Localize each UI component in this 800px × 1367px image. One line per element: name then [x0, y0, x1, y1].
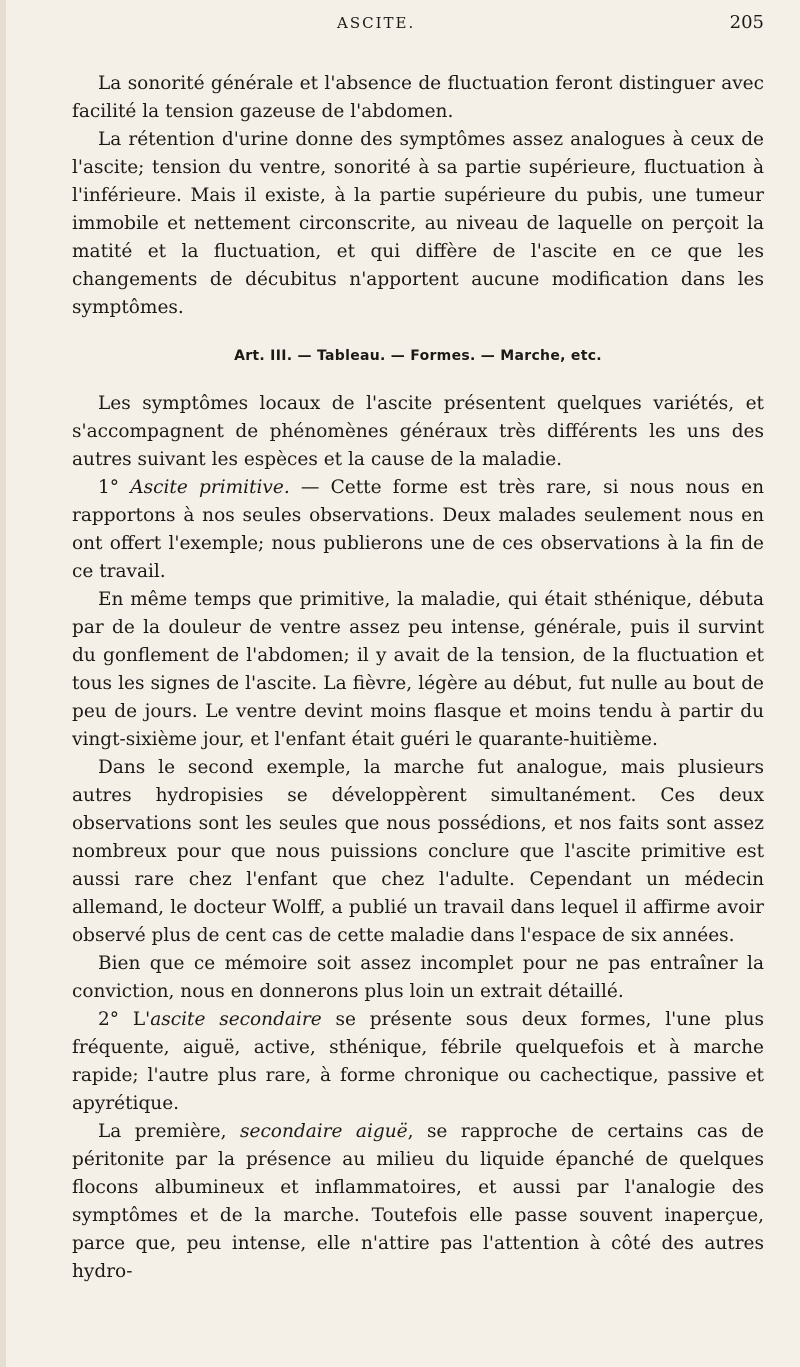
body-text	[72, 70, 764, 1286]
paragraph-last	[72, 1118, 764, 1286]
term-ascite-primitive: Ascite primitive.	[130, 477, 290, 498]
item-number: 1°	[98, 477, 120, 498]
term-ascite-secondaire: ascite secondaire	[150, 1009, 322, 1030]
page-header	[72, 8, 764, 38]
paragraph: Les symptômes locaux de l'ascite présentent quelques variétés, et s'accompagnent de phénomènes généraux très différents les uns des autres suivant les espèces et la cause de la maladie.	[72, 393, 764, 470]
paragraph: Bien que ce mémoire soit assez incomplet pour ne pas entraîner la conviction, nous en donnerons plus loin un extrait détaillé.	[72, 953, 764, 1002]
prefix: L'	[132, 1009, 151, 1030]
paragraph: En même temps que primitive, la maladie, qui était sthénique, débuta par de la douleur de ventre assez peu intense, générale, puis il survint du gonflement de l'abdomen; il y avait de la tension, de la fluctuation et tous les signes de l'ascite. La fièvre, légère au début, fut nulle au bout de peu de jours. Le ventre devint moins flasque et moins tendu à partir du vingt-sixième jour, et l'enfant était guéri le quarante-huitième.	[72, 589, 764, 750]
page-number: 205	[729, 12, 764, 33]
lead: La première,	[98, 1121, 240, 1142]
paragraph-text: se présente sous deux formes, l'une plus fréquente, aiguë, active, sthénique, fébrile quelquefois et à marche rapide; l'autre plus rare, à forme chronique ou cachectique, passive et apyrétique.	[72, 1009, 764, 1114]
paragraph-text: , se rapproche de certains cas de péritonite par la présence au milieu du liquide épanché de quelques flocons albumineux et inflammatoires, et aussi par l'analogie des symptômes et de la marche. Toutefois elle passe souvent inaperçue, parce que, peu intense, elle n'attire pas l'attention à côté des autres hydro-	[72, 1121, 764, 1282]
page-edge	[0, 0, 6, 1367]
paragraph-secondaire	[72, 1006, 764, 1118]
item-number: 2°	[98, 1009, 120, 1030]
paragraph: Dans le second exemple, la marche fut analogue, mais plusieurs autres hydropisies se développèrent simultanément. Ces deux observations sont les seules que nous possédions, et nos faits sont assez nombreux pour que nous puissions conclure que l'ascite primitive est aussi rare chez l'enfant que chez l'adulte. Cependant un médecin allemand, le docteur Wolff, a publié un travail dans lequel il affirme avoir observé plus de cent cas de cette maladie dans l'espace de six années.	[72, 757, 764, 946]
paragraph: La sonorité générale et l'absence de fluctuation feront distinguer avec facilité la tension gazeuse de l'abdomen.	[72, 73, 764, 122]
paragraph: La rétention d'urine donne des symptômes assez analogues à ceux de l'ascite; tension du ventre, sonorité à sa partie supérieure, fluctuation à l'inférieure. Mais il existe, à la partie supérieure du pubis, une tumeur immobile et nettement circonscrite, au niveau de laquelle on perçoit la matité et la fluctuation, et qui diffère de l'ascite en ce que les changements de décubitus n'apportent aucune modification dans les symptômes.	[72, 129, 764, 318]
running-title: ASCITE.	[337, 14, 416, 32]
term-secondaire-aigue: secondaire aiguë	[240, 1121, 408, 1142]
section-heading: Art. III. — Tableau. — Formes. — Marche, etc.	[234, 348, 602, 364]
paragraph-primitive	[72, 474, 764, 586]
paragraph-text: — Cette forme est très rare, si nous nous en rapportons à nos seules observations. Deux malades seulement nous en ont offert l'exemple; nous publierons une de ces observations à la fin de ce travail.	[72, 477, 764, 582]
